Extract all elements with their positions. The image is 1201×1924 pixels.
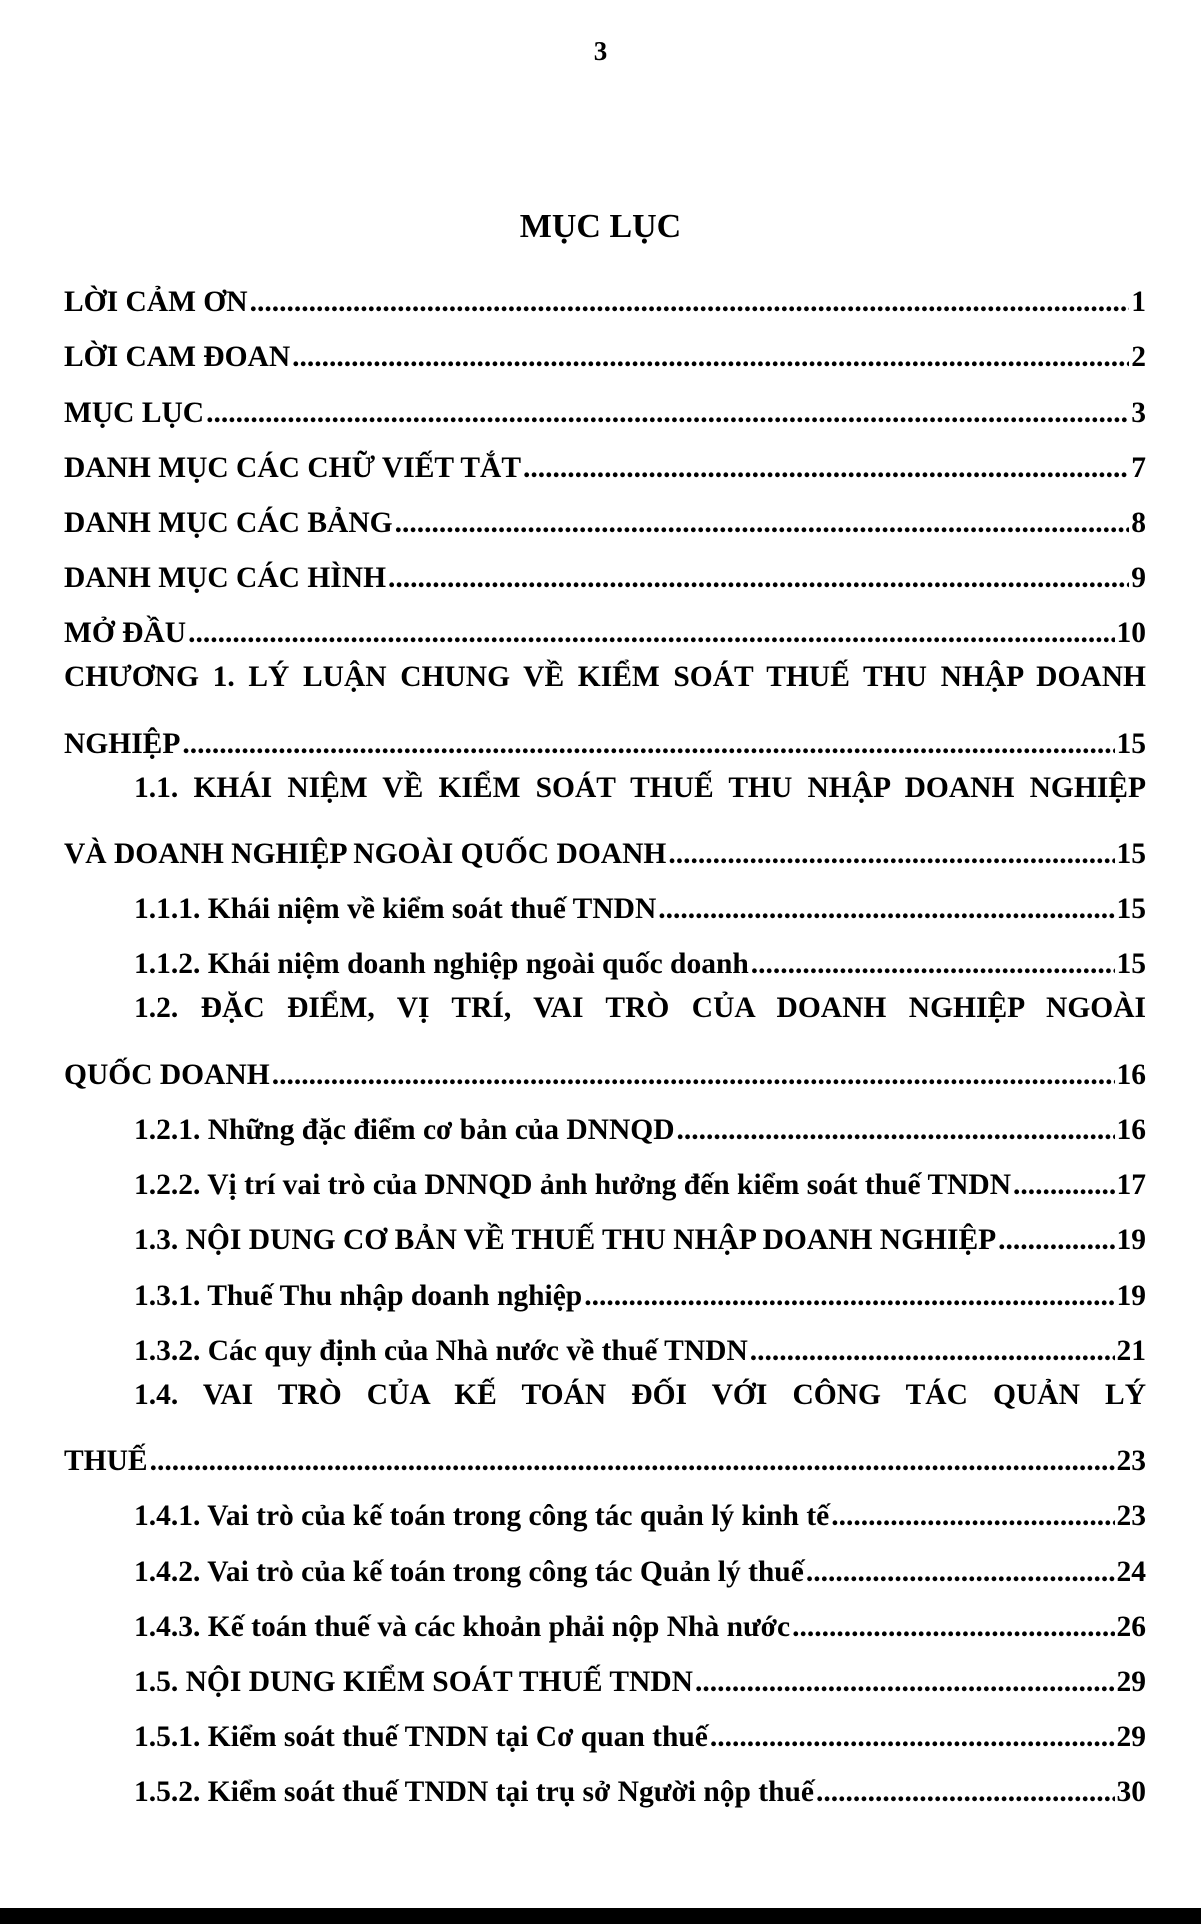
dot-leader [751,948,1115,981]
toc-entry[interactable] [64,1037,1146,1092]
toc-entry[interactable] [64,816,1146,871]
toc-entry-page: 24 [1116,1555,1146,1588]
toc-entry-text: 1.2.1. Những đặc điểm cơ bản của DNNQD [134,1114,675,1146]
toc-entry-text: 1.1.2. Khái niệm doanh nghiệp ngoài quốc doanh [134,948,749,981]
dot-leader [658,893,1114,926]
dot-leader [831,1500,1114,1533]
toc-entry-page: 3 [1131,396,1146,429]
toc-entry-page: 29 [1116,1665,1146,1698]
dot-leader [395,507,1130,540]
toc-entry-text: 1.4.2. Vai trò của kế toán trong công tác Quản lý thuế [134,1555,804,1588]
toc-entry[interactable] [64,706,1146,761]
dot-leader [523,452,1129,485]
toc-entry-page: 9 [1131,562,1146,595]
dot-leader [182,728,1114,761]
dot-leader [998,1224,1114,1257]
toc-entry-text: 1.2.2. Vị trí vai trò của DNNQD ảnh hưởng đến kiểm soát thuế TNDN [134,1169,1012,1202]
toc-entry-text: MỞ ĐẦU [64,617,187,650]
toc-entry-text: 1.1.1. Khái niệm về kiểm soát thuế TNDN [134,893,657,926]
toc-entry-text: 1.4.1. Vai trò của kế toán trong công tác quản lý kinh tế [134,1500,830,1533]
toc-entry-page: 29 [1116,1721,1146,1754]
dot-leader [250,286,1130,319]
toc-entry[interactable] [64,374,1146,429]
dot-leader [792,1611,1114,1644]
bottom-border [0,1908,1201,1924]
dot-leader [206,397,1129,430]
toc-entry[interactable] [64,485,1146,540]
toc-entry-text: 1.5.1. Kiểm soát thuế TNDN tại Cơ quan thuế [134,1721,708,1754]
toc-entry-page: 23 [1116,1445,1146,1478]
dot-leader [710,1721,1115,1754]
dot-leader [188,617,1114,650]
toc-entry-page: 30 [1116,1776,1146,1809]
toc-entry-page: 21 [1116,1334,1146,1367]
toc-entry-text: 1.4.3. Kế toán thuế và các khoản phải nộp Nhà nước [134,1610,791,1643]
toc-entry-page: 2 [1131,341,1146,374]
dot-leader [668,838,1114,871]
toc-entry[interactable] [64,595,1146,650]
toc-entry-text: MỤC LỤC [64,396,205,429]
toc-entry-page: 10 [1116,617,1146,650]
toc-entry[interactable] [64,1202,1146,1257]
dot-leader [677,1114,1115,1147]
toc-entry-page: 16 [1116,1058,1146,1091]
toc-entry[interactable] [64,430,1146,485]
page-number: 3 [593,36,608,66]
toc-entry-text: LỜI CẢM ƠN [64,286,248,319]
toc-entry[interactable] [64,1754,1146,1809]
toc-entry-page: 19 [1116,1224,1146,1257]
toc-entry[interactable] [64,264,1146,319]
toc-entry[interactable] [64,1699,1146,1754]
toc-entry-text: VÀ DOANH NGHIỆP NGOÀI QUỐC DOANH [64,838,667,871]
toc-entry[interactable] [64,319,1146,374]
dot-leader [806,1556,1115,1589]
toc-entry[interactable] [64,1092,1146,1147]
dot-leader [695,1666,1115,1699]
toc-entry[interactable] [64,1423,1146,1478]
toc-entry-text: 1.3.2. Các quy định của Nhà nước về thuế TNDN [134,1334,748,1367]
page-title: MỤC LỤC [519,208,682,245]
toc-entry-page: 7 [1131,451,1146,484]
dot-leader [750,1335,1115,1368]
toc-entry-line1[interactable]: 1.4. VAI TRÒ CỦA KẾ TOÁN ĐỐI VỚI CÔNG TÁC QUẢN LÝ [134,1378,1146,1411]
toc-entry[interactable] [64,1313,1146,1368]
toc-entry-line1[interactable]: CHƯƠNG 1. LÝ LUẬN CHUNG VỀ KIỂM SOÁT THUẾ THU NHẬP DOANH [64,661,1146,694]
toc-entry[interactable] [64,926,1146,981]
dot-leader [292,341,1129,374]
toc-entry[interactable] [64,540,1146,595]
toc-entry-text: THUẾ [64,1445,148,1478]
toc-entry-page: 26 [1116,1610,1146,1643]
toc-entry-page: 1 [1131,286,1146,319]
toc-entry-text: LỜI CAM ĐOAN [64,341,291,374]
dot-leader [388,562,1129,595]
toc-entry-page: 15 [1116,893,1146,926]
toc-entry-text: 1.3.1. Thuế Thu nhập doanh nghiệp [134,1279,583,1312]
toc-entry-line1[interactable]: 1.1. KHÁI NIỆM VỀ KIỂM SOÁT THUẾ THU NHẬP DOANH NGHIỆP [134,771,1146,804]
toc-entry[interactable] [64,1257,1146,1312]
toc-entry-line1[interactable]: 1.2. ĐẶC ĐIỂM, VỊ TRÍ, VAI TRÒ CỦA DOANH NGHIỆP NGOÀI [134,992,1146,1025]
dot-leader [1013,1169,1114,1202]
dot-leader [272,1059,1115,1092]
toc-entry-page: 15 [1116,838,1146,871]
toc-entry-text: DANH MỤC CÁC HÌNH [64,562,387,595]
toc-entry-text: 1.3. NỘI DUNG CƠ BẢN VỀ THUẾ THU NHẬP DOANH NGHIỆP [134,1224,997,1257]
dot-leader [150,1445,1115,1478]
toc-entry[interactable] [64,1147,1146,1202]
toc-entry-page: 17 [1116,1169,1146,1202]
toc-entry-page: 15 [1116,727,1146,760]
toc-entry-page: 23 [1116,1500,1146,1533]
toc-entry-page: 8 [1131,506,1146,539]
toc-entry[interactable] [64,1644,1146,1699]
toc-entry-text: DANH MỤC CÁC BẢNG [64,506,393,539]
toc-entry-text: NGHIỆP [64,727,181,760]
toc-entry[interactable] [64,1533,1146,1588]
toc-entry[interactable] [64,871,1146,926]
toc-entry[interactable] [64,1478,1146,1533]
toc-entry-text: DANH MỤC CÁC CHỮ VIẾT TẮT [64,451,522,484]
toc-entry-text: QUỐC DOANH [64,1058,270,1091]
toc-entry-page: 19 [1116,1279,1146,1312]
toc-entry[interactable] [64,1589,1146,1644]
toc-entry-page: 15 [1116,948,1146,981]
toc-entry-text: 1.5. NỘI DUNG KIỂM SOÁT THUẾ TNDN [134,1665,693,1698]
toc-entry-text: 1.5.2. Kiểm soát thuế TNDN tại trụ sở Người nộp thuế [134,1776,815,1809]
dot-leader [584,1280,1114,1313]
toc-entry-page: 16 [1116,1114,1146,1146]
dot-leader [816,1776,1114,1809]
table-of-contents [64,264,1146,1809]
